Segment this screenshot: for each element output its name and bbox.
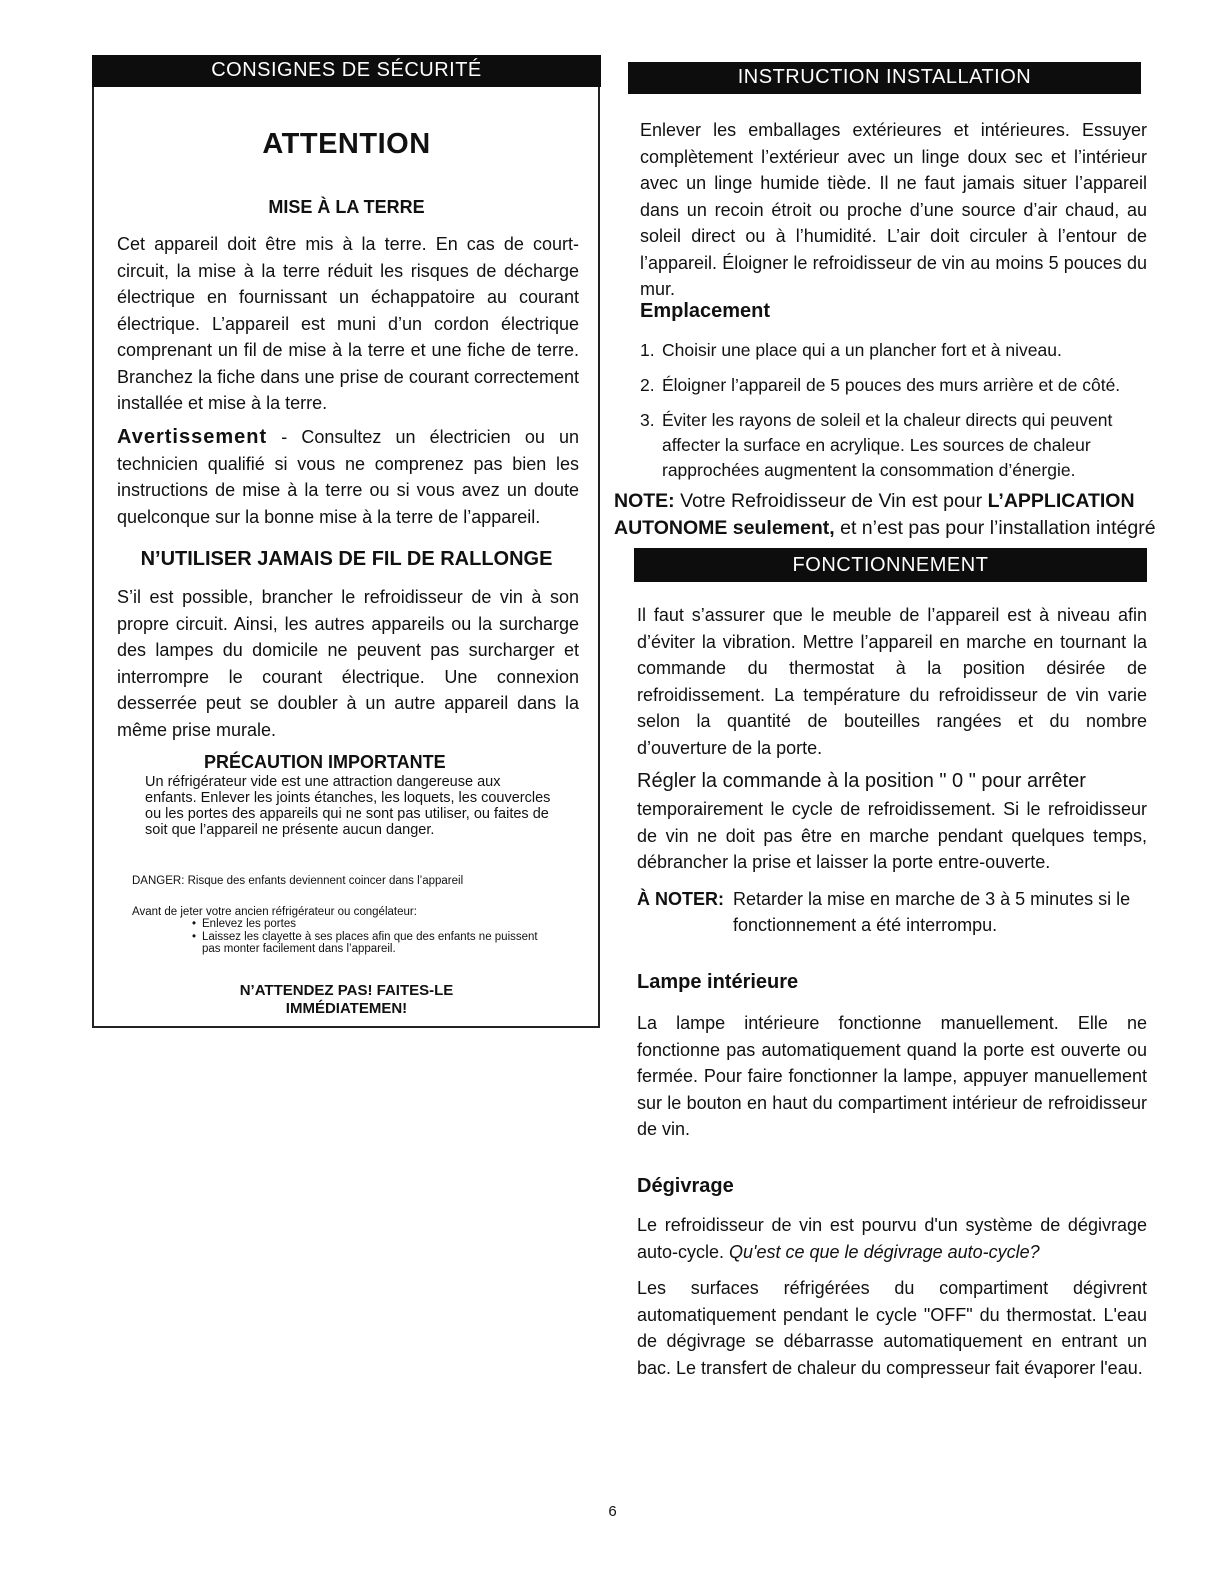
section-bar-installation: INSTRUCTION INSTALLATION xyxy=(628,62,1141,94)
list-item xyxy=(640,408,1130,483)
fonctionnement-text: Il faut s’assurer que le meuble de l’appareil est à niveau afin d’éviter la vibration. Mettre l’appareil en marche en tournant la commande du thermostat à la position désirée de refroidissement. La température du refroidisseur de vin varie selon la quantité de bouteilles rangées et du nombre d’ouverture de la porte. xyxy=(637,605,1147,758)
mise-a-la-terre-text: Cet appareil doit être mis à la terre. En cas de court-circuit, la mise à la terre réduit les risques de décharge électrique en fournissant un échappatoire au courant électrique. L’appareil est muni d’un cordon électrique comprenant un fil de mise à la terre et une fiche de terre. Branchez la fiche dans une prise de courant correctement installée et mise à la terre. xyxy=(117,234,579,413)
list-item xyxy=(640,373,1130,398)
degivrage-heading: Dégivrage xyxy=(637,1175,734,1197)
degivrage-text-1: Le refroidisseur de vin est pourvu d'un système de dégivrage auto-cycle. xyxy=(637,1215,1147,1262)
regler-text: temporairement le cycle de refroidissement. Si le refroidisseur de vin ne doit pas être en marche pendant quelques temps, débrancher la prise et laisser la porte entre-ouverte. xyxy=(637,799,1147,872)
avant-text: Avant de jeter votre ancien réfrigérateur ou congélateur: xyxy=(132,906,417,918)
degivrage-text-2: Les surfaces réfrigérées du compartiment dégivrent automatiquement pendant le cycle "OFF" du thermostat. L'eau de dégivrage se débarrasse automatiquement en entrant un bac. Le transfert de chaleur du compresseur fait évaporer l'eau. xyxy=(637,1278,1147,1378)
regler-lead: Régler la commande à la position " 0 " pour arrêter xyxy=(637,770,1086,792)
list-item: • Laissez les clayette à ses places afin que des enfants ne puissent pas monter facilement dans l’appareil. xyxy=(192,931,552,956)
danger-line xyxy=(132,875,552,888)
list-item xyxy=(640,338,1130,363)
danger-text: Risque des enfants deviennent coincer dans l’appareil xyxy=(184,875,464,887)
note-bold-1: L’APPLICATION xyxy=(987,490,1135,512)
step-number: 1. xyxy=(640,340,655,360)
section-bar-securite: CONSIGNES DE SÉCURITÉ xyxy=(92,55,601,87)
a-noter-text-1: Retarder la mise en marche de 3 à 5 minutes si le xyxy=(733,889,1131,909)
closing-line-2: IMMÉDIATEMEN! xyxy=(285,1000,408,1017)
note-block xyxy=(614,488,1225,542)
note-label: NOTE: xyxy=(614,490,675,512)
avertissement-text: - Consultez un électricien ou un technicien qualifié si vous ne comprenez pas bien les instructions de mise à la terre ou si vous avez un doute quelconque sur la bonne mise à la terre de l’appareil. xyxy=(117,427,579,527)
a-noter-block xyxy=(637,886,1147,938)
section-bar-fonctionnement: FONCTIONNEMENT xyxy=(634,548,1147,582)
closing-warning xyxy=(92,982,601,1018)
attention-title: ATTENTION xyxy=(262,128,431,160)
list-item: • Enlevez les portes xyxy=(192,918,552,931)
lampe-heading: Lampe intérieure xyxy=(637,971,799,993)
degivrage-paragraph-1 xyxy=(637,1212,1147,1265)
step-text: Éviter les rayons de soleil et la chaleur directs qui peuvent affecter la surface en acrylique. Les sources de chaleur rapprochées augmentent la consommation d’énergie. xyxy=(662,410,1113,480)
closing-line-1: N’ATTENDEZ PAS! FAITES-LE xyxy=(239,982,454,999)
note-text-2: et n’est pas pour l’installation intégré xyxy=(834,517,1156,539)
note-bold-2: AUTONOME seulement, xyxy=(614,517,835,539)
degivrage-question: Qu'est ce que le dégivrage auto-cycle? xyxy=(729,1241,1040,1262)
a-noter-text-2: fonctionnement a été interrompu. xyxy=(733,915,998,935)
page-number: 6 xyxy=(608,1503,617,1520)
rallonge-heading: N’UTILISER JAMAIS DE FIL DE RALLONGE xyxy=(140,548,553,570)
rallonge-text: S’il est possible, brancher le refroidisseur de vin à son propre circuit. Ainsi, les autres appareils ou la surcharge des lampes du domicile ne peuvent pas surcharger et interrompre le courant électrique. Une connexion desserrée peut se doubler à un autre appareil dans la même prise murale. xyxy=(117,587,579,740)
precaution-heading: PRÉCAUTION IMPORTANTE xyxy=(204,752,446,772)
emplacement-steps xyxy=(640,338,1130,483)
emplacement-heading: Emplacement xyxy=(640,300,771,322)
avertissement-paragraph xyxy=(117,424,579,530)
step-text: Choisir une place qui a un plancher fort et à niveau. xyxy=(662,340,1062,360)
precaution-text: Un réfrigérateur vide est une attraction dangereuse aux enfants. Enlever les joints étanches, les loquets, les couvercles ou les portes des appareils qui ne sont pas utiliser, ou faites de soit que l’appareil ne présente aucun danger. xyxy=(145,774,551,838)
step-number: 3. xyxy=(640,410,655,430)
note-text-1: Votre Refroidisseur de Vin est pour xyxy=(674,490,988,512)
danger-label: DANGER: xyxy=(132,875,185,887)
avertissement-label: Avertissement xyxy=(117,426,268,448)
mise-a-la-terre-heading: MISE À LA TERRE xyxy=(268,197,425,217)
step-text: Éloigner l’appareil de 5 pouces des murs arrière et de côté. xyxy=(662,375,1121,395)
a-noter-label: À NOTER: xyxy=(637,889,724,909)
step-number: 2. xyxy=(640,375,655,395)
lampe-text: La lampe intérieure fonctionne manuellement. Elle ne fonctionne pas automatiquement quand la porte est ouverte ou fermée. Pour faire fonctionner la lampe, appuyer manuellement sur le bouton en haut du compartiment intérieur de refroidisseur de vin. xyxy=(637,1013,1147,1139)
installation-text: Enlever les emballages extérieures et intérieures. Essuyer complètement l’extérieur avec un linge doux sec et l’intérieur avec un linge humide tiède. Il ne faut jamais situer l’appareil dans un recoin étroit ou proche d’une source d’air chaud, au soleil direct ou à l’humidité. L’air doit circuler à l’entour de l’appareil. Éloigner le refroidisseur de vin au moins 5 pouces du mur. xyxy=(640,120,1147,299)
danger-bullets xyxy=(192,918,552,956)
